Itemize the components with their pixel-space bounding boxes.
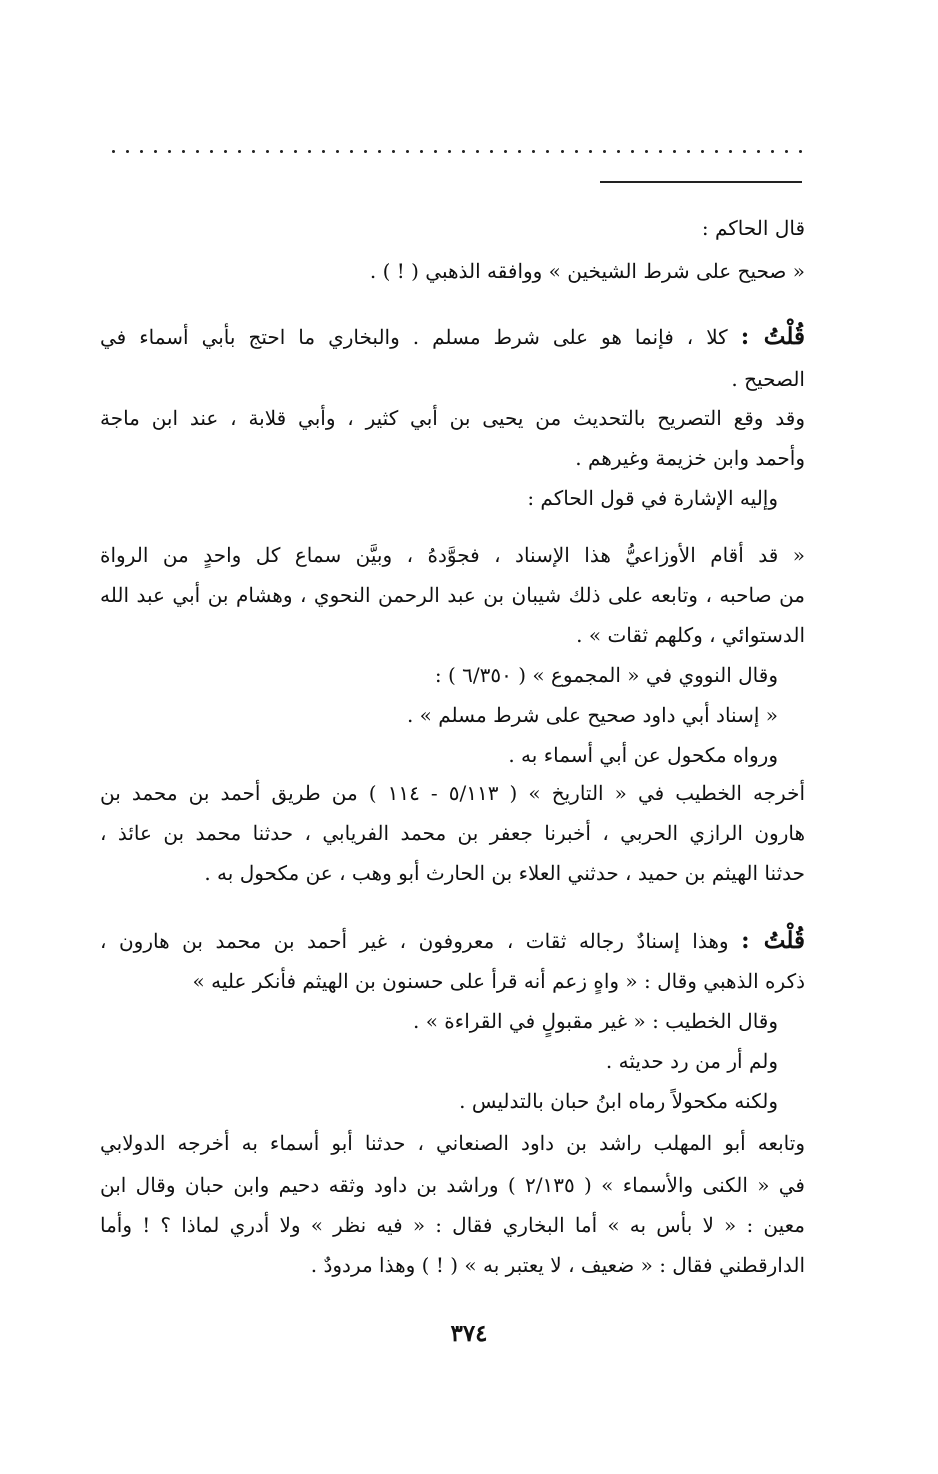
text-line: وتابعه أبو المهلب راشد بن داود الصنعاني ، حدثنا أبو أسماء به أخرجه الدولابي: [100, 1131, 805, 1155]
text-line: في « الكنى والأسماء » ( ٢/١٣٥ ) وراشد بن داود وثقه دحيم وابن حبان وقال ابن: [100, 1173, 805, 1197]
text-line: ولم أر من رد حديثه .: [605, 1049, 778, 1073]
text-line: « صحيح على شرط الشيخين » ووافقه الذهبي ( ! ) .: [369, 259, 805, 283]
text-line: الصحيح .: [731, 367, 805, 391]
qult-label: قُلْتُ :: [741, 927, 805, 954]
text-line: وأحمد وابن خزيمة وغيرهم .: [575, 446, 805, 470]
text-line: معين : « لا بأس به » أما البخاري فقال : « فيه نظر » ولا أدري لماذا ؟ ! وأما: [100, 1213, 805, 1237]
text-line: ولكنه مكحولاً رماه ابنُ حبان بالتدليس .: [459, 1089, 778, 1113]
text-line: « إسناد أبي داود صحيح على شرط مسلم » .: [406, 703, 778, 727]
paragraph-line: [100, 322, 805, 352]
text-line: وقال النووي في « المجموع » ( ٦/٣٥٠ ) :: [434, 663, 778, 687]
text-line: ذكره الذهبي وقال : « واهٍ زعم أنه قرأ على حسنون بن الهيثم فأنكر عليه »: [192, 969, 805, 993]
text-span: فإنما هو على شرط مسلم . والبخاري ما احتج بأبي أسماء في: [100, 325, 674, 349]
text-line: حدثنا الهيثم بن حميد ، حدثني العلاء بن الحارث أبو وهب ، عن مكحول به .: [204, 861, 805, 885]
text-line: أخرجه الخطيب في « التاريخ » ( ٥/١١٣ - ١١٤ ) من طريق أحمد بن محمد بن: [100, 781, 806, 805]
text-span: وهذا إسنادٌ رجاله ثقات ، معروفون ، غير أحمد بن محمد بن هارون ،: [100, 929, 729, 953]
kalla-word: كلا ،: [686, 325, 728, 349]
qult-label: قُلْتُ :: [740, 323, 806, 350]
text-line: وإليه الإشارة في قول الحاكم :: [527, 486, 778, 510]
text-line: « قد أقام الأوزاعيُّ هذا الإسناد ، فجوَّدهُ ، وبيَّن سماع كل واحدٍ من الرواة: [100, 543, 805, 567]
text-line: الدستوائي ، وكلهم ثقات » .: [576, 623, 805, 647]
text-line: الدارقطني فقال : « ضعيف ، لا يعتبر به » ( ! ) وهذا مردودٌ .: [310, 1253, 805, 1277]
separator-dots: [112, 146, 802, 156]
page-number: ٣٧٤: [450, 1320, 488, 1347]
text-line: قال الحاكم :: [701, 216, 805, 240]
paragraph-line: [100, 926, 805, 956]
text-line: وقال الخطيب : « غير مقبولٍ في القراءة » .: [413, 1009, 778, 1033]
text-line: ورواه مكحول عن أبي أسماء به .: [508, 743, 778, 767]
text-line: هارون الرازي الحربي ، أخبرنا جعفر بن محمد الفريابي ، حدثنا محمد بن عائذ ،: [100, 821, 805, 845]
text-line: من صاحبه ، وتابعه على ذلك شيبان بن عبد الرحمن النحوي ، وهشام بن أبي عبد الله: [100, 583, 805, 607]
text-line: وقد وقع التصريح بالتحديث من يحيى بن أبي كثير ، وأبي قلابة ، عند ابن ماجة: [100, 406, 805, 430]
footnote-rule: [600, 181, 802, 183]
